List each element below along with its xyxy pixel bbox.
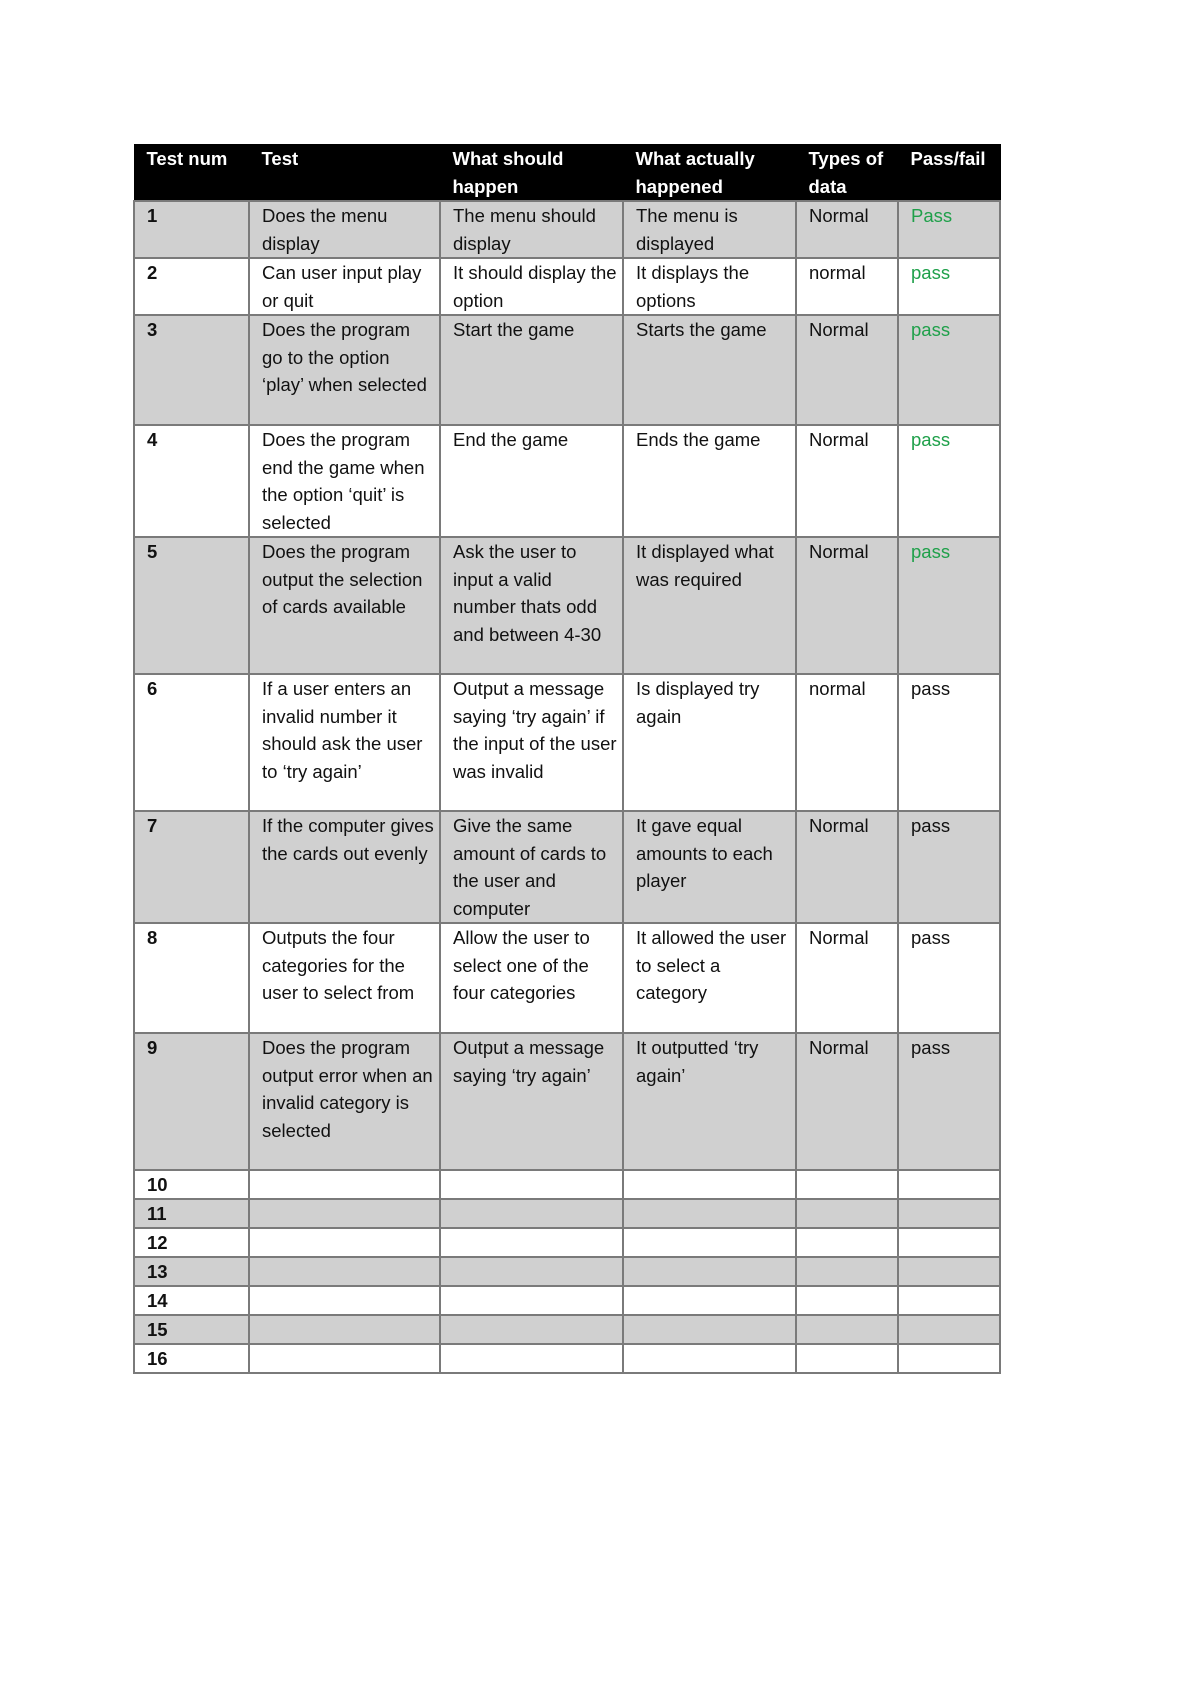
cell-actual: Ends the game — [623, 425, 796, 537]
table-row — [134, 1257, 1000, 1286]
table-row — [134, 811, 1000, 923]
cell-should — [440, 1170, 623, 1199]
cell-test-num: 9 — [134, 1033, 249, 1170]
header-what-should-happen: What should happen — [440, 145, 623, 202]
cell-should — [440, 1228, 623, 1257]
cell-test-num: 10 — [134, 1170, 249, 1199]
cell-type: Normal — [796, 201, 898, 258]
cell-should: Ask the user to input a valid number thats odd and between 4-30 — [440, 537, 623, 674]
cell-test-num: 5 — [134, 537, 249, 674]
cell-test-num: 6 — [134, 674, 249, 811]
table-row — [134, 1199, 1000, 1228]
table-row — [134, 315, 1000, 425]
cell-test — [249, 1170, 440, 1199]
cell-result — [898, 1199, 1000, 1228]
cell-actual — [623, 1170, 796, 1199]
cell-type: Normal — [796, 315, 898, 425]
cell-test — [249, 1315, 440, 1344]
cell-should — [440, 1199, 623, 1228]
cell-actual — [623, 1199, 796, 1228]
cell-result: pass — [898, 315, 1000, 425]
table-row — [134, 1315, 1000, 1344]
cell-test-num: 4 — [134, 425, 249, 537]
cell-should: Start the game — [440, 315, 623, 425]
header-test: Test — [249, 145, 440, 202]
cell-actual: It displayed what was required — [623, 537, 796, 674]
cell-test-num: 15 — [134, 1315, 249, 1344]
cell-test — [249, 1199, 440, 1228]
cell-test-num: 7 — [134, 811, 249, 923]
cell-test-num: 14 — [134, 1286, 249, 1315]
cell-type: normal — [796, 258, 898, 315]
cell-type: Normal — [796, 1033, 898, 1170]
cell-should: Give the same amount of cards to the user and computer — [440, 811, 623, 923]
cell-result: pass — [898, 1033, 1000, 1170]
cell-actual — [623, 1344, 796, 1373]
cell-type — [796, 1228, 898, 1257]
table-row — [134, 923, 1000, 1033]
cell-actual: Starts the game — [623, 315, 796, 425]
header-pass-fail: Pass/fail — [898, 145, 1000, 202]
cell-test — [249, 1344, 440, 1373]
cell-should — [440, 1344, 623, 1373]
cell-test-num: 11 — [134, 1199, 249, 1228]
cell-should — [440, 1315, 623, 1344]
cell-result — [898, 1286, 1000, 1315]
cell-test — [249, 1286, 440, 1315]
cell-result: Pass — [898, 201, 1000, 258]
cell-test: Does the program go to the option ‘play’ when selected — [249, 315, 440, 425]
cell-result: pass — [898, 258, 1000, 315]
cell-type: Normal — [796, 537, 898, 674]
cell-should: Output a message saying ‘try again’ if the input of the user was invalid — [440, 674, 623, 811]
table-row — [134, 1228, 1000, 1257]
cell-actual: Is displayed try again — [623, 674, 796, 811]
cell-test-num: 12 — [134, 1228, 249, 1257]
cell-test — [249, 1228, 440, 1257]
cell-type — [796, 1199, 898, 1228]
cell-result: pass — [898, 425, 1000, 537]
cell-result: pass — [898, 923, 1000, 1033]
cell-test — [249, 1257, 440, 1286]
cell-test: If the computer gives the cards out evenly — [249, 811, 440, 923]
cell-test-num: 1 — [134, 201, 249, 258]
cell-test-num: 3 — [134, 315, 249, 425]
cell-test: If a user enters an invalid number it should ask the user to ‘try again’ — [249, 674, 440, 811]
cell-result — [898, 1315, 1000, 1344]
cell-type — [796, 1257, 898, 1286]
cell-test: Does the program end the game when the option ‘quit’ is selected — [249, 425, 440, 537]
table-row — [134, 537, 1000, 674]
cell-actual: It displays the options — [623, 258, 796, 315]
cell-test: Outputs the four categories for the user to select from — [249, 923, 440, 1033]
cell-test-num: 16 — [134, 1344, 249, 1373]
cell-result — [898, 1228, 1000, 1257]
cell-test: Can user input play or quit — [249, 258, 440, 315]
cell-actual — [623, 1286, 796, 1315]
header-what-actually-happened: What actually happened — [623, 145, 796, 202]
cell-test: Does the program output the selection of cards available — [249, 537, 440, 674]
cell-type: Normal — [796, 425, 898, 537]
cell-actual — [623, 1315, 796, 1344]
cell-should — [440, 1257, 623, 1286]
cell-type: normal — [796, 674, 898, 811]
cell-type — [796, 1170, 898, 1199]
cell-should: It should display the option — [440, 258, 623, 315]
cell-test: Does the program output error when an invalid category is selected — [249, 1033, 440, 1170]
header-test-num: Test num — [134, 145, 249, 202]
cell-test-num: 8 — [134, 923, 249, 1033]
cell-result: pass — [898, 674, 1000, 811]
cell-test-num: 2 — [134, 258, 249, 315]
cell-type — [796, 1315, 898, 1344]
table-row — [134, 425, 1000, 537]
cell-should: The menu should display — [440, 201, 623, 258]
table-row — [134, 1344, 1000, 1373]
test-table — [133, 144, 1001, 1374]
cell-actual — [623, 1228, 796, 1257]
table-row — [134, 1033, 1000, 1170]
table-row — [134, 1170, 1000, 1199]
cell-should: End the game — [440, 425, 623, 537]
cell-actual: It allowed the user to select a category — [623, 923, 796, 1033]
cell-type: Normal — [796, 923, 898, 1033]
cell-actual: The menu is displayed — [623, 201, 796, 258]
cell-type — [796, 1286, 898, 1315]
cell-test: Does the menu display — [249, 201, 440, 258]
cell-test-num: 13 — [134, 1257, 249, 1286]
header-types-of-data: Types of data — [796, 145, 898, 202]
cell-should: Allow the user to select one of the four categories — [440, 923, 623, 1033]
cell-should: Output a message saying ‘try again’ — [440, 1033, 623, 1170]
table-row — [134, 1286, 1000, 1315]
cell-actual — [623, 1257, 796, 1286]
header-row — [134, 145, 1000, 202]
cell-result — [898, 1344, 1000, 1373]
table-row — [134, 258, 1000, 315]
cell-result: pass — [898, 811, 1000, 923]
cell-type: Normal — [796, 811, 898, 923]
cell-actual: It outputted ‘try again’ — [623, 1033, 796, 1170]
table-row — [134, 674, 1000, 811]
cell-result: pass — [898, 537, 1000, 674]
cell-type — [796, 1344, 898, 1373]
cell-should — [440, 1286, 623, 1315]
cell-actual: It gave equal amounts to each player — [623, 811, 796, 923]
cell-result — [898, 1257, 1000, 1286]
table-row — [134, 201, 1000, 258]
cell-result — [898, 1170, 1000, 1199]
